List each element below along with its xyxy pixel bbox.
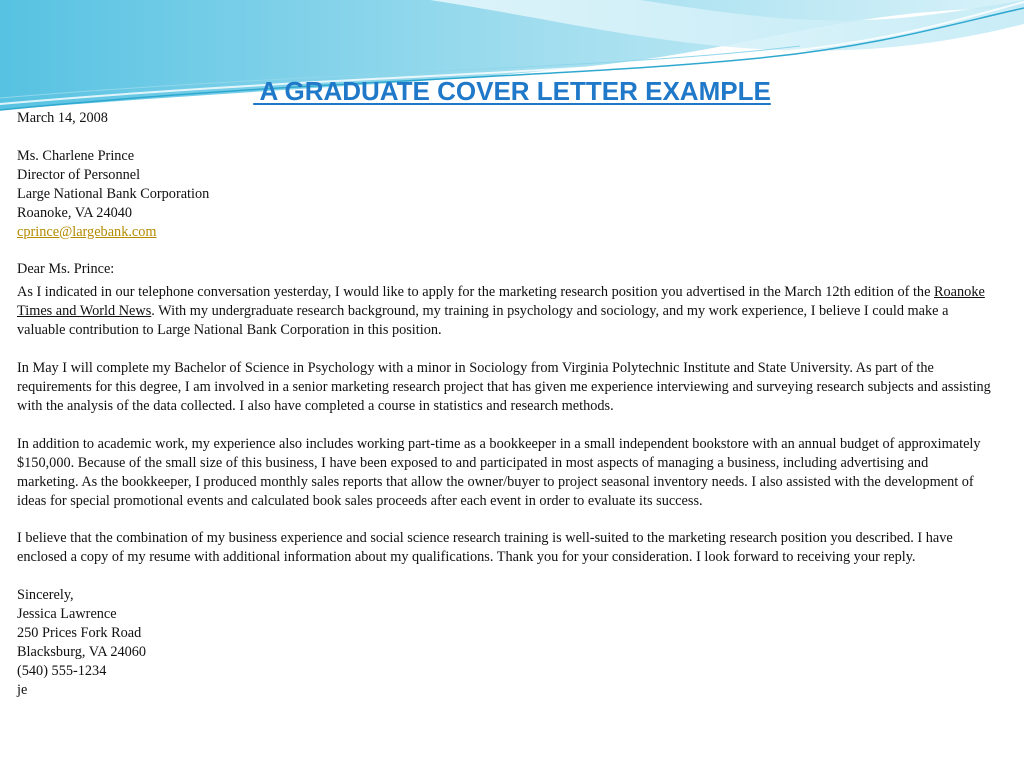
recipient-city: Roanoke, VA 24040 xyxy=(17,204,133,221)
paragraph-intro-end: . With my undergraduate research background, my training in psychology and sociology, and my work experience, I believe I could make a valuable contribution to Large National Bank Corporation in this position. xyxy=(17,303,949,339)
recipient-email-link[interactable]: cprince@largebank.com xyxy=(17,223,157,240)
signature-block xyxy=(17,586,992,699)
recipient-address xyxy=(17,147,992,242)
paragraph-intro-start: As I indicated in our telephone conversation yesterday, I would like to apply for the marketing research position you advertised in the March 12th edition of the xyxy=(17,284,934,301)
date-line: March 14, 2008 xyxy=(17,110,108,126)
newspaper-name: Roanoke Times and World News xyxy=(17,284,985,320)
paragraph-experience: In addition to academic work, my experience also includes working part-time as a bookkeeper in a small independent bookstore with an annual budget of approximately $150,000. Because of the small size of this business, I have been exposed to and participated in most aspects of managing a business, including advertising and marketing. As the bookkeeper, I produced monthly sales reports that allow the owner/buyer to project seasonal inventory needs. I also assisted with the development of ideas for special promotional events and calculated book sales proceeds after each event in order to evaluate its success. xyxy=(17,435,981,509)
letter-body xyxy=(17,109,992,719)
paragraph-education: In May I will complete my Bachelor of Science in Psychology with a minor in Sociology from Virginia Polytechnic Institute and State University. As part of the requirements for this degree, I am involved in a senior marketing research project that has given me experience interviewing and surveying research subjects and assisting with the analysis of the data collected. I also have completed a course in statistics and research methods. xyxy=(17,360,991,414)
page-title: A GRADUATE COVER LETTER EXAMPLE xyxy=(253,76,771,106)
paragraph-closing: I believe that the combination of my business experience and social science research training is well-suited to the marketing research position you described. I have enclosed a copy of my resume with additional information about my qualifications. Thank you for your consideration. I look forward to receiving your reply. xyxy=(17,530,953,566)
sender-city: Blacksburg, VA 24060 xyxy=(17,643,147,660)
sign-off: Sincerely, xyxy=(17,587,74,604)
paragraph-intro xyxy=(17,283,992,340)
sender-phone: (540) 555-1234 xyxy=(17,662,107,679)
recipient-position: Director of Personnel xyxy=(17,166,141,183)
recipient-company: Large National Bank Corporation xyxy=(17,185,210,202)
recipient-name: Ms. Charlene Prince xyxy=(17,147,135,164)
sender-name: Jessica Lawrence xyxy=(17,606,117,623)
salutation: Dear Ms. Prince: xyxy=(17,261,115,278)
sender-email-fragment: je xyxy=(17,681,28,698)
sender-street: 250 Prices Fork Road xyxy=(17,625,142,642)
